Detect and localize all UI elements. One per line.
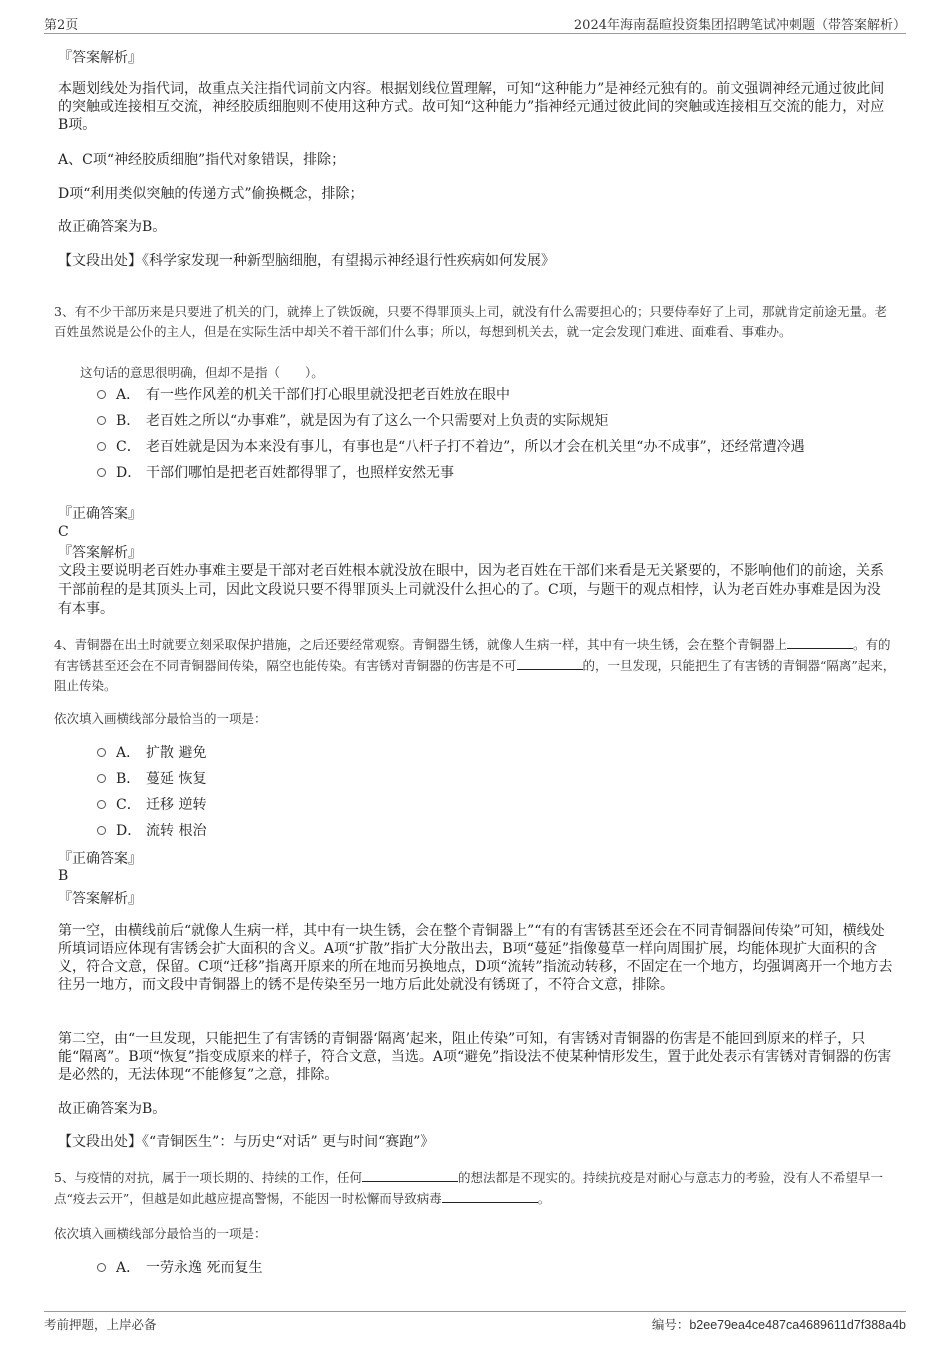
footer-code-label: 编号： [651, 1317, 690, 1332]
q3-option-d[interactable] [97, 461, 454, 483]
q5-blank-2 [442, 1188, 538, 1203]
radio-icon[interactable] [97, 468, 106, 477]
option-text: 老百姓之所以“办事难”，就是因为有了这么一个只需要对上负责的实际规矩 [146, 413, 609, 429]
q5-text [54, 1167, 899, 1209]
radio-icon[interactable] [97, 442, 106, 451]
option-text: 流转 根治 [146, 823, 207, 839]
option-letter: A． [116, 1260, 141, 1276]
footer-divider [44, 1311, 906, 1312]
option-text: 老百姓就是因为本来没有事儿，有事也是“八杆子打不着边”，所以才会在机关里“办不成事”，还经常遭冷遇 [146, 439, 805, 455]
footer-slogan: 考前押题，上岸必备 [44, 1317, 157, 1332]
option-text: 有一些作风差的机关干部们打心眼里就没把老百姓放在眼中 [146, 387, 510, 403]
radio-icon[interactable] [97, 1263, 106, 1272]
q4-text-part-a: 4、青铜器在出土时就要立刻采取保护措施，之后还要经常观察。青铜器生锈，就像人生病一样，其中有一块生锈，会在整个青铜器上 [54, 637, 787, 652]
option-text: 扩散 避免 [146, 745, 207, 761]
q4-analysis-label: 『答案解析』 [58, 891, 142, 907]
option-text: 一劳永逸 死而复生 [146, 1260, 263, 1276]
footer-code [652, 1315, 906, 1333]
q4-correct-answer: B [58, 868, 69, 884]
radio-icon[interactable] [97, 390, 106, 399]
q4-text-part-b: 。有的有害锈甚至还会在不同青铜器间传染，隔空也能传染。有害锈对青铜器的伤害是不可 [54, 637, 891, 673]
q5-option-a[interactable] [97, 1256, 262, 1278]
radio-icon[interactable] [97, 826, 106, 835]
q3-stem: 这句话的意思很明确，但却不是指（ ）。 [80, 365, 324, 380]
q5-text-part-c: 。 [537, 1191, 551, 1206]
q2-analysis-p1: 本题划线处为指代词，故重点关注指代词前文内容。根据划线位置理解，可知“这种能力”是神经元独有的。前文强调神经元通过彼此间的突触或连接相互交流，神经胶质细胞则不使用这种方式。故可知“这种能力”指神经元通过彼此间的突触或连接相互交流的能力，对应B项。 [58, 81, 885, 133]
option-text: 蔓延 恢复 [146, 771, 207, 787]
q4-analysis-p3: 故正确答案为B。 [58, 1101, 167, 1117]
option-letter: D． [116, 823, 142, 839]
q3-option-c[interactable] [97, 435, 805, 457]
radio-icon[interactable] [97, 774, 106, 783]
q3-analysis: 文段主要说明老百姓办事难主要是干部对老百姓根本就没放在眼中，因为老百姓在干部们来看是无关紧要的，不影响他们的前途，关系干部前程的是其顶头上司，因此文段说只要不得罪顶头上司就没什么担心的了。C项，与题干的观点相悖，认为老百姓办事难是因为没有本事。 [58, 563, 884, 617]
document-title: 2024年海南磊暄投资集团招聘笔试冲刺题（带答案解析） [573, 18, 906, 33]
q3-correct-label: 『正确答案』 [58, 506, 142, 522]
q4-source: 【文段出处】《“青铜医生”：与历史“对话” 更与时间“赛跑”》 [58, 1134, 435, 1150]
option-text: 迁移 逆转 [146, 797, 207, 813]
q2-analysis-label: 『答案解析』 [58, 50, 142, 66]
option-letter: D． [116, 465, 142, 481]
option-letter: B． [116, 771, 141, 787]
option-letter: C． [116, 797, 141, 813]
q5-stem: 依次填入画横线部分最恰当的一项是： [54, 1226, 267, 1241]
option-letter: A． [116, 745, 141, 761]
q4-analysis-p1: 第一空，由横线前后“就像人生病一样，其中有一块生锈，会在整个青铜器上”“有的有害锈甚至还会在不同青铜器间传染”可知，横线处所填词语应体现有害锈会扩大面积的含义。A项“扩散”指扩大分散出去，B项“蔓延”指像蔓草一样向周围扩展，均能体现扩大面积的含义，符合文意，保留。C项“迁移”指离开原来的所在地而另换地点，D项“流转”指流动转移，不固定在一个地方，均强调离开一个地方去往另一地方，而文段中青铜器上的锈不是传染至另一地方后此处就没有锈斑了，不符合文意，排除。 [58, 923, 893, 993]
q3-option-a[interactable] [97, 383, 510, 405]
q4-text-part-c: 的，一旦发现，只能把生了有害锈的青铜器“隔离”起来，阻止传染。 [54, 658, 896, 693]
q4-blank-2 [517, 655, 583, 670]
radio-icon[interactable] [97, 416, 106, 425]
q4-option-b[interactable] [97, 767, 206, 789]
footer-code-value: b2ee79ea4ce487ca4689611d7f388a4b [689, 1318, 906, 1332]
q3-text: 3、有不少干部历来是只要进了机关的门，就捧上了铁饭碗，只要不得罪顶头上司，就没有什么需要担心的；只要侍奉好了上司，那就肯定前途无量。老百姓虽然说是公仆的主人，但是在实际生活中却关不着干部们什么事；所以，每想到机关去，就一定会发现门难进、面难看、事难办。 [54, 304, 887, 339]
q4-stem: 依次填入画横线部分最恰当的一项是： [54, 711, 267, 726]
q3-correct-answer: C [58, 524, 69, 540]
q4-analysis-p2: 第二空，由“一旦发现，只能把生了有害锈的青铜器‘隔离’起来，阻止传染”可知，有害锈对青铜器的伤害是不能回到原来的样子，只能“隔离”。B项“恢复”指变成原来的样子，符合文意，当选。A项“避免”指设法不使某种情形发生，置于此处表示有害锈对青铜器的伤害是必然的，无法体现“不能修复”之意，排除。 [58, 1031, 892, 1083]
radio-icon[interactable] [97, 800, 106, 809]
q2-analysis-p2: A、C项“神经胶质细胞”指代对象错误，排除； [58, 152, 346, 168]
q4-option-d[interactable] [97, 819, 206, 841]
q4-text [54, 634, 899, 696]
q2-analysis-p3: D项“利用类似突触的传递方式”偷换概念，排除； [58, 186, 364, 202]
page-number: 第2页 [44, 18, 79, 33]
q3-analysis-label: 『答案解析』 [58, 545, 142, 561]
q3-option-b[interactable] [97, 409, 608, 431]
option-letter: B． [116, 413, 141, 429]
q4-correct-label: 『正确答案』 [58, 851, 142, 867]
option-text: 干部们哪怕是把老百姓都得罪了，也照样安然无事 [146, 465, 454, 481]
radio-icon[interactable] [97, 748, 106, 757]
q4-option-c[interactable] [97, 793, 206, 815]
q5-text-part-a: 5、与疫情的对抗，属于一项长期的、持续的工作，任何 [54, 1170, 362, 1185]
q2-analysis-p4: 故正确答案为B。 [58, 219, 167, 235]
q5-blank-1 [362, 1167, 458, 1182]
option-letter: A． [116, 387, 141, 403]
q4-blank-1 [787, 634, 853, 649]
q2-source: 【文段出处】《科学家发现一种新型脑细胞，有望揭示神经退行性疾病如何发展》 [58, 253, 555, 269]
q4-option-a[interactable] [97, 741, 206, 763]
option-letter: C． [116, 439, 141, 455]
header-divider [44, 33, 906, 34]
q5-text-part-b: 的想法都是不现实的。持续抗疫是对耐心与意志力的考验，没有人不希望早一点“疫去云开”，但越是如此越应提高警惕，不能因一时松懈而导致病毒 [54, 1170, 883, 1206]
